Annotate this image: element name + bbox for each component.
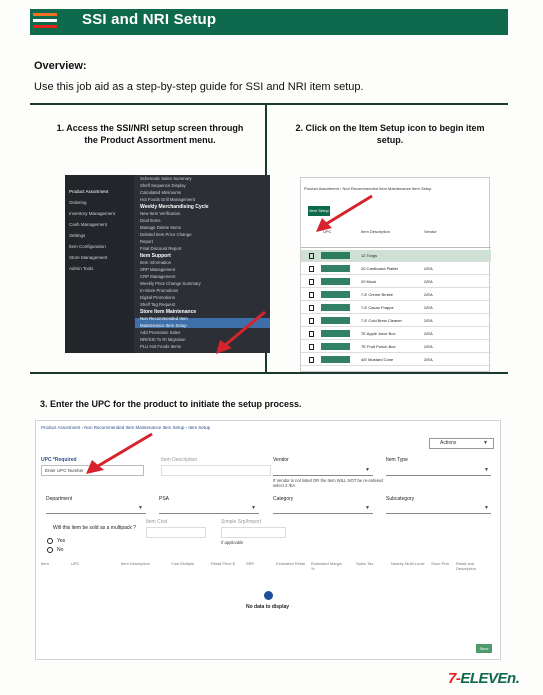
p2-table-row[interactable] [301, 263, 491, 275]
arrow-step-3 [80, 430, 160, 478]
row-checkbox[interactable] [309, 253, 314, 259]
item-desc-label: Item Description [161, 457, 198, 463]
row-checkbox[interactable] [309, 344, 314, 350]
menu-right-item[interactable]: PLU Hot Foods Items [140, 344, 182, 349]
p3-column-header[interactable]: Cost Multiple [171, 561, 195, 566]
row-upc-link[interactable] [321, 278, 350, 285]
p3-column-header[interactable]: Sales Tax [356, 561, 374, 566]
menu-left-item[interactable]: Item Configuration [69, 244, 106, 249]
category-dropdown[interactable] [273, 503, 373, 514]
menu-left-item[interactable]: Product Assortment [69, 189, 109, 194]
menu-right-item[interactable]: Store Item Maintenance [140, 309, 197, 315]
vendor-note: If Vendor is not listed OR the Item WILL NOT be re-ordered select 2 /EA [273, 478, 383, 488]
department-dropdown[interactable] [46, 503, 146, 514]
p3-column-header[interactable]: Store Pick [431, 561, 450, 566]
menu-right-item[interactable]: Add Promotion Sales [140, 330, 181, 335]
step-3-text: 3. Enter the UPC for the product to initiate the setup process. [40, 399, 302, 409]
row-description: 7-E Cold Brew Cleaner [361, 318, 402, 323]
p2-table-row[interactable] [301, 302, 491, 314]
row-checkbox[interactable] [309, 266, 314, 272]
vendor-label: Vendor [273, 457, 289, 463]
menu-right-item[interactable]: Non Recommended Item [140, 316, 188, 321]
p3-column-header[interactable]: Retail Price $ [211, 561, 235, 566]
menu-right-item[interactable]: Hot Foods Grill Management [140, 197, 195, 202]
p2-col-vendor[interactable]: Vendor [424, 229, 437, 234]
seven-eleven-logo [448, 670, 519, 687]
menu-right-item[interactable]: Deal Items [140, 218, 161, 223]
p2-breadcrumb[interactable]: Product Assortment › Non Recommended Item Maintenance Item Setup [304, 186, 432, 191]
row-upc-link[interactable] [321, 330, 350, 337]
department-label: Department [46, 496, 73, 502]
logo-stripe-white [33, 19, 57, 22]
menu-right-item[interactable]: In-Store Promotions [140, 288, 179, 293]
menu-right-item[interactable]: SRP Management [140, 267, 176, 272]
row-upc-link[interactable] [321, 265, 350, 272]
p2-table-row[interactable] [301, 354, 491, 366]
row-upc-link[interactable] [321, 252, 350, 259]
overview-text: Use this job aid as a step-by-step guide for SSI and NRI item setup. [34, 81, 364, 93]
category-caret-icon: ▼ [365, 505, 370, 511]
menu-left-item[interactable]: Settings [69, 233, 86, 238]
p3-column-header[interactable]: SRP [246, 561, 255, 566]
menu-right-item[interactable]: Calculated Minimums [140, 190, 182, 195]
menu-right-item[interactable]: Shelf Tag Request [140, 302, 176, 307]
p2-table-row[interactable] [301, 315, 491, 327]
row-description: 7-E Creme Brulee [361, 292, 394, 297]
row-checkbox[interactable] [309, 357, 314, 363]
divider-top [30, 103, 508, 105]
p3-column-header[interactable]: Retail and Description [456, 561, 477, 571]
p2-col-desc[interactable]: Item Description [361, 229, 390, 234]
menu-right-item[interactable]: Report [140, 239, 153, 244]
loading-indicator-icon [264, 591, 273, 600]
row-description: 7E Apple Juice Box [361, 331, 396, 336]
menu-right-item[interactable]: New Item Verification [140, 211, 181, 216]
simple-srp-input[interactable] [221, 527, 286, 538]
simple-srp-label: Simple Srp/Import [221, 519, 262, 525]
row-upc-link[interactable] [321, 291, 350, 298]
row-upc-link[interactable] [321, 343, 350, 350]
psa-caret-icon: ▼ [251, 505, 256, 511]
menu-right-item[interactable]: CRP Management [140, 274, 176, 279]
item-type-dropdown[interactable] [386, 465, 491, 476]
row-description: 4/E Mustard Cone [361, 357, 394, 362]
menu-right-item[interactable]: Deleted Item Price Change [140, 232, 192, 237]
item-type-caret-icon: ▼ [484, 467, 489, 473]
vendor-dropdown[interactable] [273, 465, 373, 476]
row-checkbox[interactable] [309, 318, 314, 324]
save-button[interactable]: Save [476, 644, 492, 653]
arrow-step-1 [210, 308, 270, 358]
item-type-label: Item Type [386, 457, 408, 463]
step-1-text: 1. Access the SSI/NRI setup screen through the Product Assortment menu. [56, 123, 244, 145]
row-upc-link[interactable] [321, 356, 350, 363]
p3-column-header[interactable]: Nearby Multi-Local [391, 561, 425, 566]
p2-table-row[interactable] [301, 341, 491, 353]
row-upc-link[interactable] [321, 304, 350, 311]
p3-column-header[interactable]: Estimated Margin % [311, 561, 343, 571]
row-description: 7-E Cacao Frappe [361, 305, 394, 310]
menu-right-item[interactable]: Maintenance Item Setup [140, 323, 187, 328]
p3-column-header[interactable]: UPC [71, 561, 80, 566]
step-2-text: 2. Click on the Item Setup icon to begin item setup. [295, 123, 485, 145]
no-data-message: No data to display [246, 604, 290, 610]
item-cost-input[interactable] [146, 527, 206, 538]
row-description: 20 Cardboard Platter [361, 266, 399, 271]
subcategory-dropdown[interactable] [386, 503, 491, 514]
row-description: 7E Fruit Punch Box [361, 344, 396, 349]
menu-right-item[interactable]: Item Support [140, 253, 171, 259]
logo-stripe-red [33, 25, 57, 28]
item-desc-input[interactable] [161, 465, 271, 476]
row-checkbox[interactable] [309, 331, 314, 337]
p3-column-header[interactable]: Item [41, 561, 49, 566]
menu-right-item[interactable]: Shelf Sequence Display [140, 183, 186, 188]
menu-right-item[interactable]: Manage Delete Items [140, 225, 181, 230]
row-vendor: 2/EA [424, 305, 433, 310]
row-upc-link[interactable] [321, 317, 350, 324]
row-vendor: 2/EA [424, 357, 433, 362]
row-vendor: 2/EA [424, 266, 433, 271]
psa-dropdown[interactable] [159, 503, 259, 514]
subcategory-label: Subcategory [386, 496, 415, 502]
page-title: SSI and NRI Setup [82, 11, 217, 28]
upc-input[interactable]: Enter UPC Number [41, 465, 144, 476]
radio-no[interactable] [47, 547, 53, 553]
menu-left-item[interactable]: Cash Management [69, 222, 108, 227]
row-vendor: 2/EA [424, 292, 433, 297]
p2-table-row[interactable] [301, 250, 491, 262]
menu-left-column [65, 175, 134, 353]
p2-table-row[interactable] [301, 276, 491, 288]
arrow-step-2 [310, 192, 380, 237]
row-description: 20 Mock [361, 279, 377, 284]
row-vendor: 2/EA [424, 279, 433, 284]
item-setup-button[interactable]: Item Setup [308, 206, 330, 216]
multipack-question: Will this item be sold as a multipack ? [53, 525, 137, 531]
psa-label: PSA [159, 496, 170, 502]
logo-eleven: ELEVEn. [460, 670, 520, 687]
row-vendor: 2/EA [424, 331, 433, 336]
radio-yes-label: Yes [57, 538, 66, 544]
menu-left-item[interactable]: Inventory Management [69, 211, 116, 216]
radio-no-label: No [57, 547, 64, 553]
row-vendor: 2/EA [424, 344, 433, 349]
menu-left-item[interactable]: Store Management [69, 255, 108, 260]
upc-label: UPC *Required [41, 457, 77, 463]
menu-right-item[interactable]: Schematic Sales Summary [140, 176, 192, 181]
overview-heading: Overview: [34, 60, 87, 72]
row-vendor: 2/EA [424, 318, 433, 323]
if-applicable-note: If applicable [221, 540, 244, 545]
actions-dropdown[interactable]: Actions [429, 438, 494, 449]
subcategory-caret-icon: ▼ [484, 505, 489, 511]
p3-column-header[interactable]: Estimated Retail [276, 561, 306, 566]
menu-left-item[interactable]: Admin Tools [69, 266, 94, 271]
row-checkbox[interactable] [309, 305, 314, 311]
logo-stripe-orange [33, 13, 57, 16]
menu-right-item[interactable]: Weekly Merchandising Cycle [140, 204, 209, 210]
radio-yes[interactable] [47, 538, 53, 544]
logo-seven: 7- [448, 670, 461, 687]
menu-right-item[interactable]: NRI/SSI To RI Migration [140, 337, 186, 342]
department-caret-icon: ▼ [138, 505, 143, 511]
actions-caret-icon: ▼ [483, 440, 488, 446]
p3-breadcrumb[interactable]: Product Assortment › Non Recommended Item Maintenance Item Setup › Item Setup [41, 425, 211, 430]
row-description: 12 Tongs [361, 253, 378, 258]
category-label: Category [273, 496, 294, 502]
p3-column-header[interactable]: Item Description [121, 561, 150, 566]
menu-right-item[interactable]: Final Discount Report [140, 246, 182, 251]
menu-right-item[interactable]: Item Information [140, 260, 172, 265]
menu-left-item[interactable]: Ordering [69, 200, 87, 205]
menu-right-item[interactable]: Weekly Price Change Summary [140, 281, 201, 286]
vendor-caret-icon: ▼ [365, 467, 370, 473]
p2-col-upc[interactable]: UPC [323, 229, 332, 234]
divider-middle [30, 372, 508, 374]
row-checkbox[interactable] [309, 292, 314, 298]
item-cost-label: Item Cost [146, 519, 168, 525]
p2-table-row[interactable] [301, 328, 491, 340]
p2-table-row[interactable] [301, 289, 491, 301]
row-checkbox[interactable] [309, 279, 314, 285]
menu-right-item[interactable]: Digital Promotions [140, 295, 175, 300]
